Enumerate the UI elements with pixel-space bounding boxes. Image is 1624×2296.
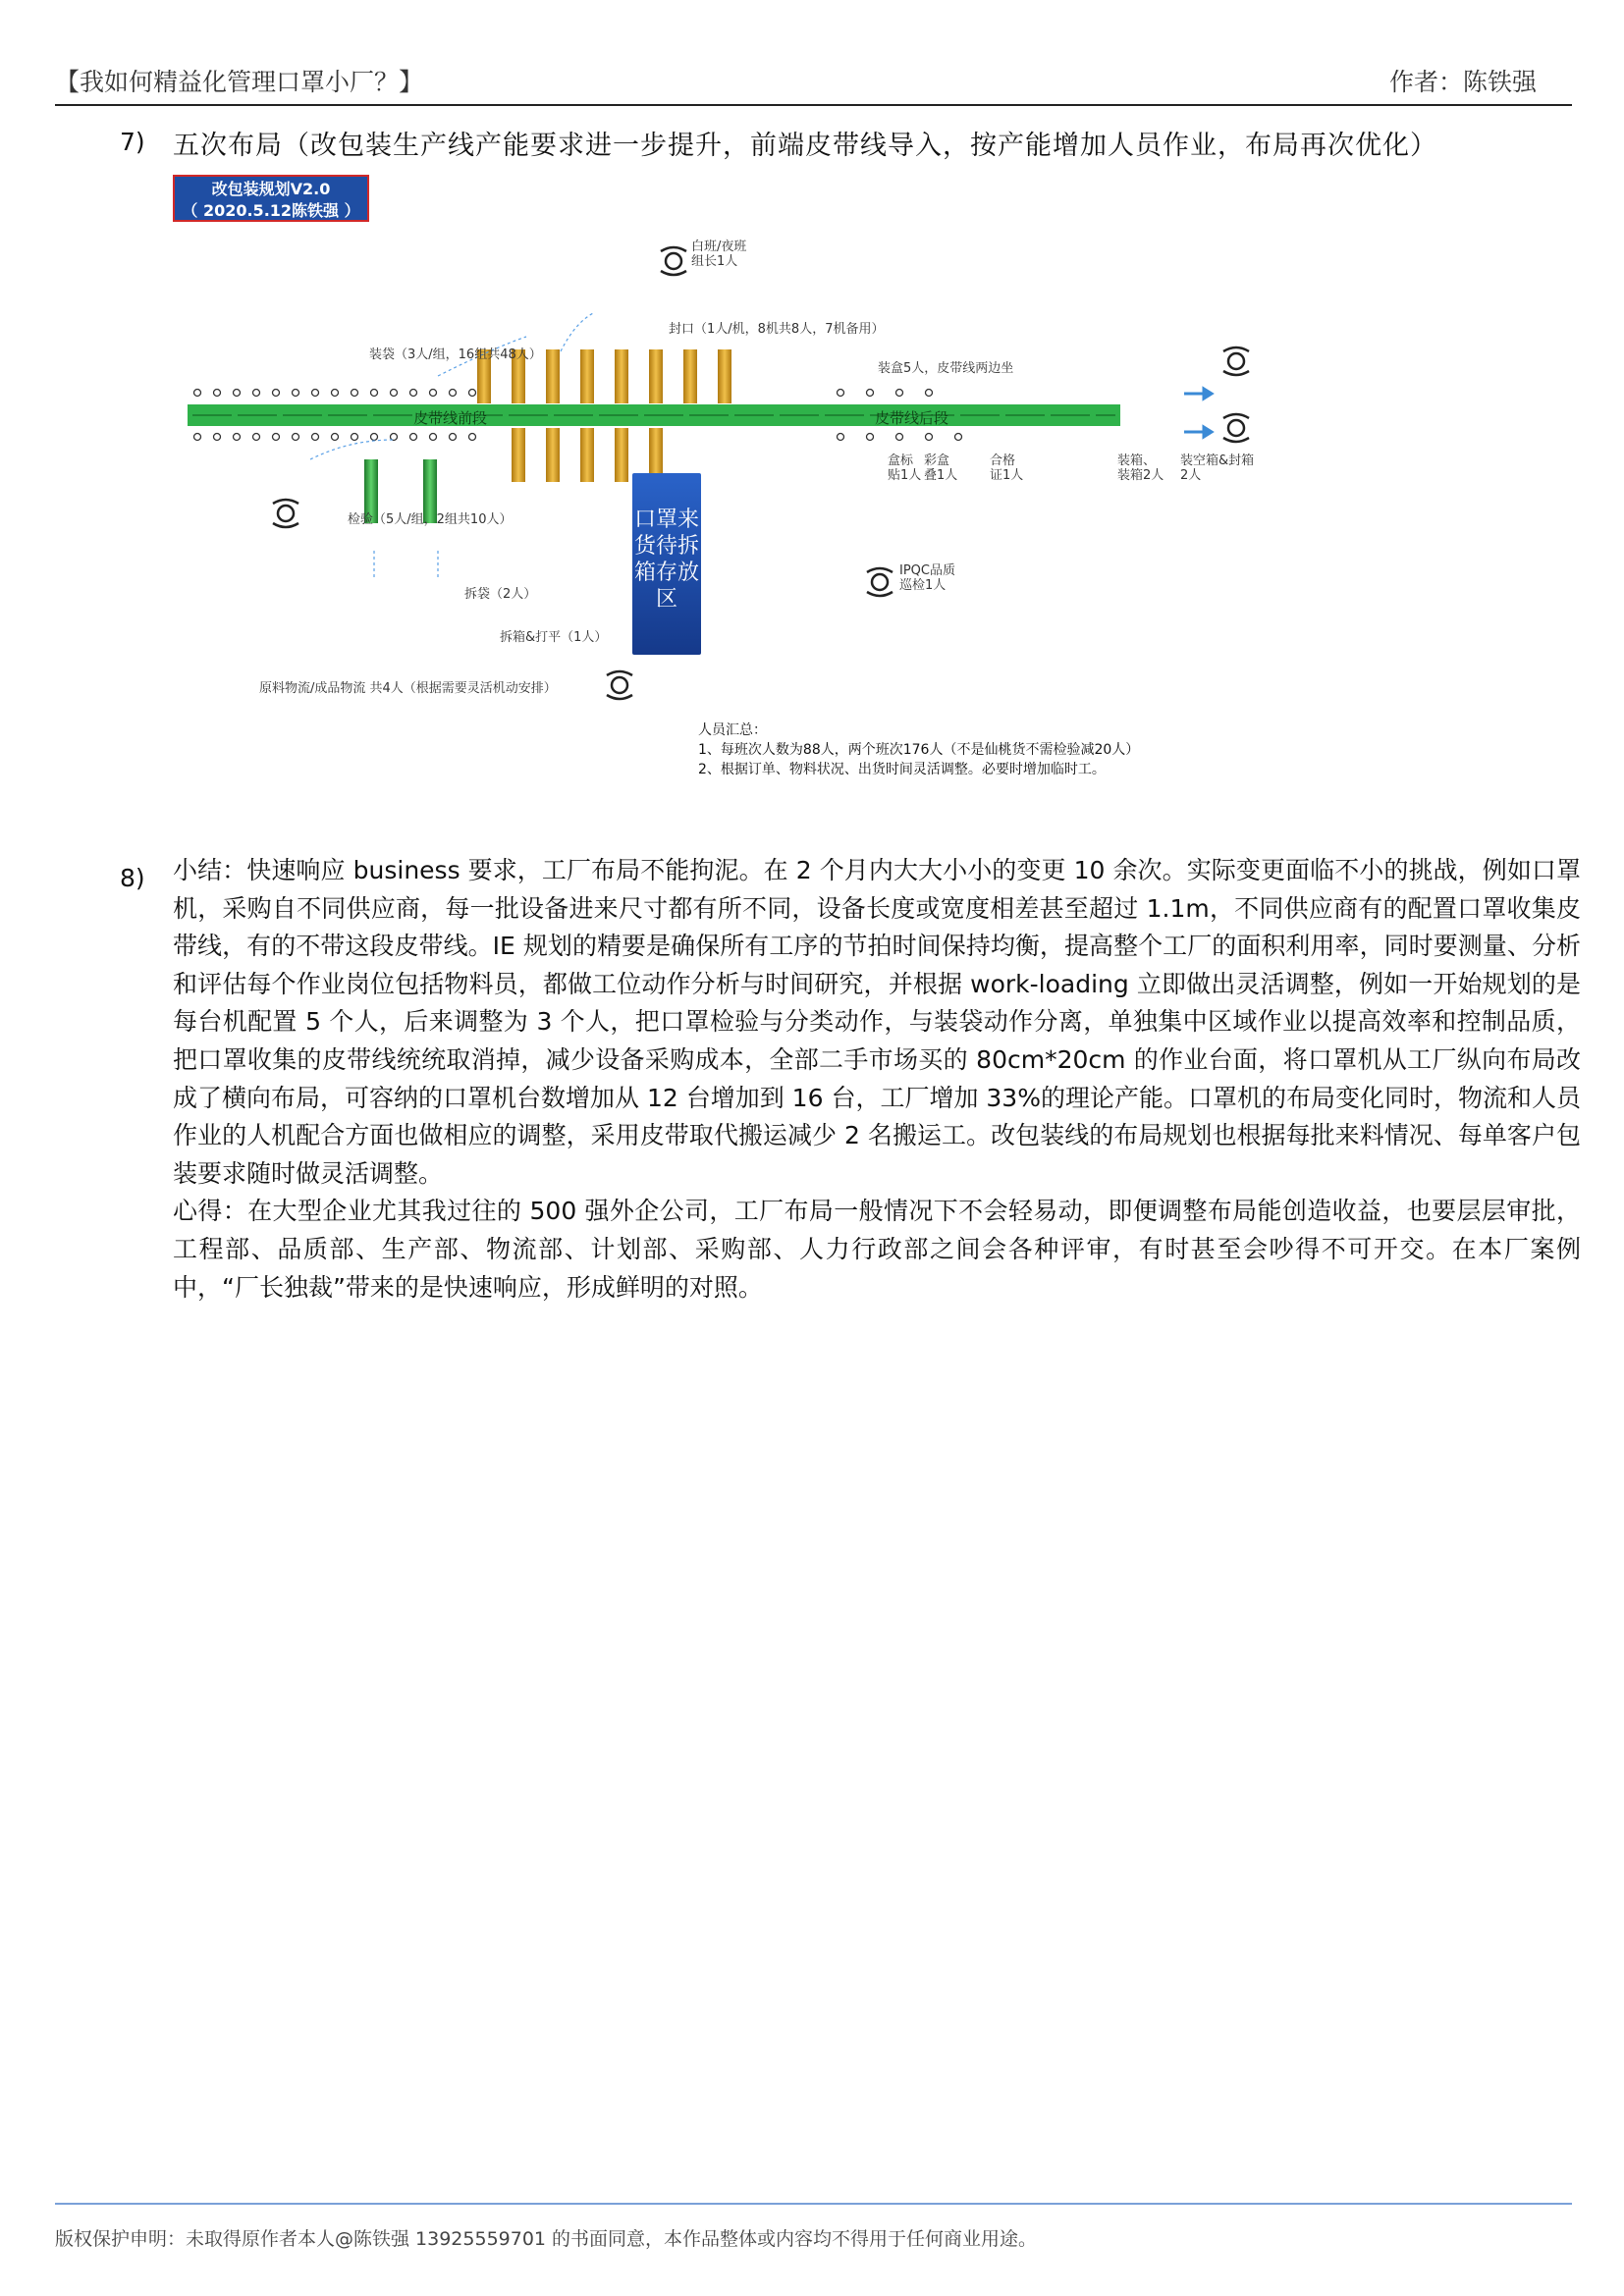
color-box-label: 彩盒 叠1人 bbox=[924, 454, 958, 483]
plan-title-box bbox=[173, 175, 369, 222]
box-sticker-label: 盒标 贴1人 bbox=[888, 454, 922, 483]
item-number-8: 8) bbox=[120, 864, 145, 892]
staging-area: 口罩来货待拆箱存放区 bbox=[632, 473, 701, 655]
insight-paragraph: 心得：在大型企业尤其我过往的 500 强外企公司，工厂布局一般情况下不会轻易动，即便调整布局能创造收益，也要层层审批，工程部、品质部、生产部、物流部、计划部、采购部、人力行政部之间会各种评审，有时甚至会吵得不可开交。在本厂案例中，“厂长独裁”带来的是快速响应，形成鲜明的对照。 bbox=[173, 1197, 1581, 1302]
person-icon bbox=[273, 247, 1249, 699]
packing-label: 装袋（3人/组，16组共48人） bbox=[369, 347, 542, 362]
packing-workers-top bbox=[194, 390, 933, 397]
plan-title: 改包装规划V2.0 bbox=[211, 180, 331, 198]
staff-summary-heading: 人员汇总： bbox=[698, 722, 767, 738]
certificate-label: 合格 证1人 bbox=[990, 454, 1024, 483]
machine-label: 封口（1人/机，8机共8人，7机备用） bbox=[669, 322, 885, 337]
page-header bbox=[55, 59, 1572, 106]
conveyor-front-label: 皮带线前段 bbox=[413, 409, 488, 427]
document-title: 【我如何精益化管理口罩小厂？】 bbox=[55, 68, 424, 96]
layout-diagram bbox=[173, 175, 1292, 803]
unbox-label: 拆箱&打平（1人） bbox=[500, 630, 608, 645]
ipqc-label: IPQC品质 巡检1人 bbox=[899, 563, 955, 593]
box-label: 装盒5人，皮带线两边坐 bbox=[878, 361, 1014, 376]
staff-summary bbox=[698, 721, 1139, 779]
flow-arrows bbox=[1184, 389, 1212, 437]
logistics-label: 原料物流/成品物流 共4人（根据需要灵活机动安排） bbox=[259, 681, 557, 696]
author-name: 作者：陈铁强 bbox=[1388, 68, 1537, 96]
pack-seal-label: 装箱、 装箱2人 bbox=[1117, 454, 1164, 483]
summary-paragraph: 小结：快速响应 business 要求，工厂布局不能拘泥。在 2 个月内大大小小的变更 10 余次。实际变更面临不小的挑战，例如口罩机，采购自不同供应商，每一批设备进来尺寸都有所不同，设备长度或宽度相差甚至超过 1.1m，不同供应商有的配置口罩收集皮带线，有的不带这段皮带线。IE 规划的精要是确保所有工序的节拍时间保持均衡，提高整个工厂的面积利用率，同时要测量、分析和评估每个作业岗位包括物料员，都做工位动作分析与时间研究，并根据 work-loading 立即做出灵活调整，例如一开始规划的是每台机配置 5 个人，后来调整为 3 个人，把口罩检验与分类动作，与装袋动作分离，单独集中区域作业以提高效率和控制品质，把口罩收集的皮带线统统取消掉，减少设备采购成本，全部二手市场买的 80cm*20cm 的作业台面，将口罩机从工厂纵向布局改成了横向布局，可容纳的口罩机台数增加从 12 台增加到 16 台，工厂增加 33%的理论产能。口罩机的布局变化同时，物流和人员作业的人机配合方面也做相应的调整，采用皮带取代搬运减少 2 名搬运工。改包装线的布局规划也根据每批来料情况、每单客户包装要求随时做灵活调整。 bbox=[173, 856, 1581, 1188]
leader-label: 白班/夜班 组长1人 bbox=[691, 240, 747, 269]
staff-summary-line: 2、根据订单、物料状况、出货时间灵活调整。必要时增加临时工。 bbox=[698, 762, 1106, 777]
inspection-label: 检验（5人/组，2组共10人） bbox=[348, 512, 513, 527]
packing-workers-bottom bbox=[194, 434, 962, 441]
layout-diagram-svg bbox=[173, 175, 1292, 803]
page-footer bbox=[55, 2203, 1572, 2250]
seal-tape-label: 装空箱&封箱 2人 bbox=[1180, 454, 1255, 483]
staff-summary-line: 1、每班次人数为88人，两个班次176人（不是仙桃货不需检验减20人） bbox=[698, 742, 1140, 758]
item-7-heading: 五次布局（改包装生产线产能要求进一步提升，前端皮带线导入，按产能增加人员作业，布局再次优化） bbox=[173, 131, 1437, 161]
summary-section bbox=[173, 852, 1581, 1307]
plan-date: （ 2020.5.12陈铁强 ） bbox=[182, 201, 360, 220]
unbag-label: 拆袋（2人） bbox=[464, 587, 537, 602]
conveyor-back-label: 皮带线后段 bbox=[875, 409, 949, 427]
item-number-7: 7) bbox=[120, 128, 145, 156]
copyright-notice: 版权保护申明：未取得原作者本人@陈铁强 13925559701 的书面同意，本作品整体或内容均不得用于任何商业用途。 bbox=[55, 2228, 1038, 2250]
